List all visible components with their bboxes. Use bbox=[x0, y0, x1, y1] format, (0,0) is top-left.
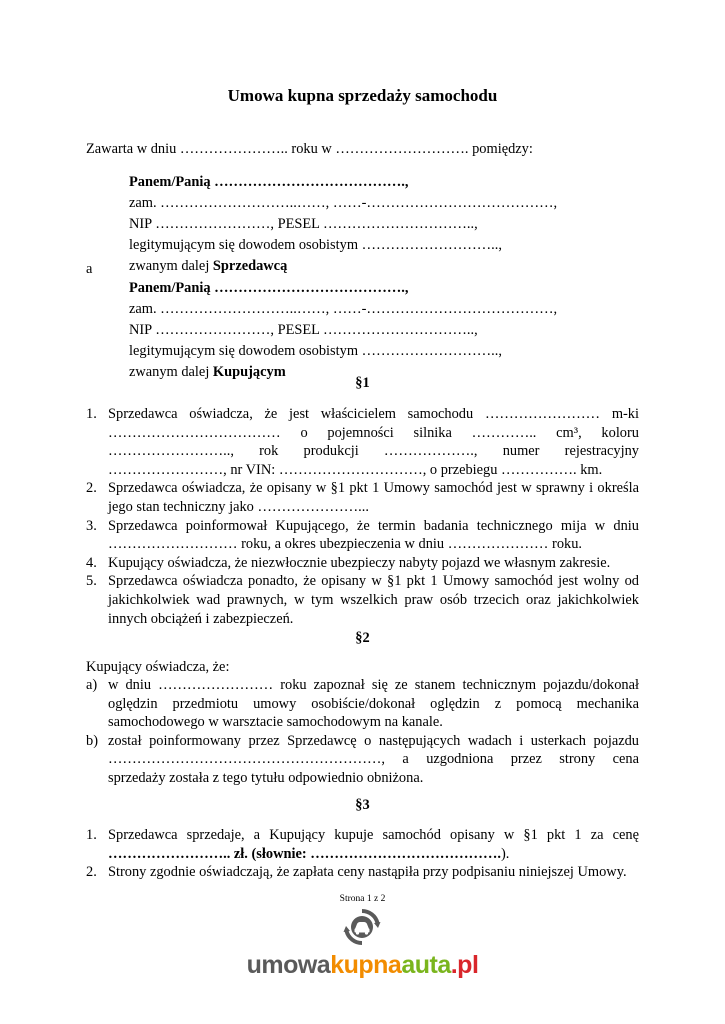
conjunction: a bbox=[86, 261, 93, 277]
document-title: Umowa kupna sprzedaży samochodu bbox=[227, 86, 498, 105]
item-number: 1. bbox=[86, 827, 97, 843]
item-line-last: ……………………… roku, a okres ubezpieczenia w dniu ………………… roku. bbox=[108, 536, 583, 553]
item-marker: a) bbox=[86, 677, 98, 693]
seller-document: legitymującym się dowodem osobistym ……………………….., bbox=[129, 237, 502, 253]
item-line: …………………………………………………, a uzgodniona przez strony cena bbox=[108, 751, 639, 768]
item-marker: 1. bbox=[86, 406, 97, 422]
item-line-last: sprzedaży została z tego tytułu odpowiednio obniżona. bbox=[108, 769, 424, 786]
seller-role: zwanym dalej Sprzedawcą bbox=[129, 258, 288, 274]
item-line: ……………………………… o pojemności silnika ………….. cm³, koloru bbox=[108, 424, 639, 441]
item-marker: 5. bbox=[86, 573, 97, 590]
buyer-role: zwanym dalej Kupującym bbox=[129, 364, 286, 380]
item-line: został poinformowany przez Sprzedawcę o następujących wadach i usterkach pojazdu bbox=[108, 732, 639, 749]
brand-wordmark: umowakupnaauta.pl bbox=[246, 951, 479, 979]
buyer-block bbox=[129, 278, 649, 383]
item-line-last: Strony zgodnie oświadczają, że zapłata ceny nastąpiła przy podpisaniu niniejszej Umowy. bbox=[108, 864, 627, 881]
item-line-last: samochodowego w warsztacie samochodowym na kanale. bbox=[108, 714, 443, 731]
item-line-last: ……………………, nr VIN: …………………………, o przebiegu ……………. km. bbox=[108, 461, 603, 478]
section-1-heading: §1 bbox=[355, 375, 370, 391]
item-line: …………………….., rok produkcji ………………., numer rejestracyjny bbox=[108, 443, 639, 460]
buyer-ids: NIP ……………………, PESEL ………………………….., bbox=[129, 322, 478, 338]
item-marker: 3. bbox=[86, 517, 97, 534]
buyer-name-line: Panem/Panią …………………………………., bbox=[129, 280, 409, 296]
item-line: Sprzedawca oświadcza, że opisany w §1 pkt 1 Umowy samochód jest w sprawny i określa bbox=[108, 480, 639, 497]
item-marker: 2. bbox=[86, 480, 97, 497]
item-line: Sprzedawca oświadcza ponadto, że opisany w §1 pkt 1 Umowy samochód jest wolny od bbox=[108, 573, 639, 590]
page-number: Strona 1 z 2 bbox=[339, 894, 386, 904]
section-2-heading: §2 bbox=[355, 630, 370, 646]
item-marker: 4. bbox=[86, 554, 97, 571]
section-2-list bbox=[86, 676, 639, 788]
item-line: w dniu …………………… roku zapoznał się ze stanem technicznym pojazdu/dokonał bbox=[108, 677, 639, 693]
list-item bbox=[86, 572, 639, 628]
item-marker: b) bbox=[86, 732, 98, 749]
section-1-list bbox=[86, 405, 639, 628]
buyer-address: zam. ………………………..……, ……-…………………………………, bbox=[129, 301, 558, 317]
seller-name-line: Panem/Panią …………………………………., bbox=[129, 174, 409, 190]
seller-address: zam. ………………………..……, ……-…………………………………, bbox=[129, 195, 558, 211]
list-item bbox=[86, 405, 639, 479]
item-line: jakichkolwiek wad prawnych, w tym wszelkich praw osób trzecich oraz jakichkolwiek bbox=[108, 591, 639, 608]
item-line: Sprzedawca oświadcza, że jest właścicielem samochodu …………………… m-ki bbox=[108, 406, 639, 422]
car-refresh-logo-icon bbox=[343, 908, 381, 946]
section-3-list bbox=[86, 826, 639, 882]
section-3-heading: §3 bbox=[355, 797, 370, 813]
list-item bbox=[86, 479, 639, 516]
item-line-last: jego stan techniczny jako …………………... bbox=[108, 498, 369, 515]
list-item bbox=[86, 826, 639, 863]
seller-ids: NIP ……………………, PESEL ………………………….., bbox=[129, 216, 478, 232]
buyer-document: legitymującym się dowodem osobistym ……………………….., bbox=[129, 343, 502, 359]
item-line: oględzin przedmiotu umowy osobiście/dokonał oględzin z pomocą mechanika bbox=[108, 695, 639, 712]
list-item bbox=[86, 676, 639, 732]
item-line-last: Kupujący oświadcza, że niezwłocznie ubezpieczy nabyty pojazd we własnym zakresie. bbox=[108, 554, 611, 571]
item-line-last: innych obciążeń i zabezpieczeń. bbox=[108, 610, 294, 627]
item-line-last: …………………….. zł. (słownie: ………………………………….). bbox=[108, 845, 510, 862]
list-item bbox=[86, 863, 639, 882]
seller-block bbox=[129, 172, 649, 277]
list-item bbox=[86, 554, 639, 573]
item-line: Sprzedawca sprzedaje, a Kupujący kupuje samochód opisany w §1 pkt 1 za cenę bbox=[108, 827, 639, 843]
list-item bbox=[86, 732, 639, 788]
intro-line: Zawarta w dniu ………………….. roku w ………………………. pomiędzy: bbox=[86, 141, 533, 157]
item-number: 2. bbox=[86, 864, 97, 881]
list-item bbox=[86, 517, 639, 554]
item-line: Sprzedawca poinformował Kupującego, że termin badania technicznego mija w dniu bbox=[108, 517, 639, 534]
section-2-lead: Kupujący oświadcza, że: bbox=[86, 659, 230, 675]
